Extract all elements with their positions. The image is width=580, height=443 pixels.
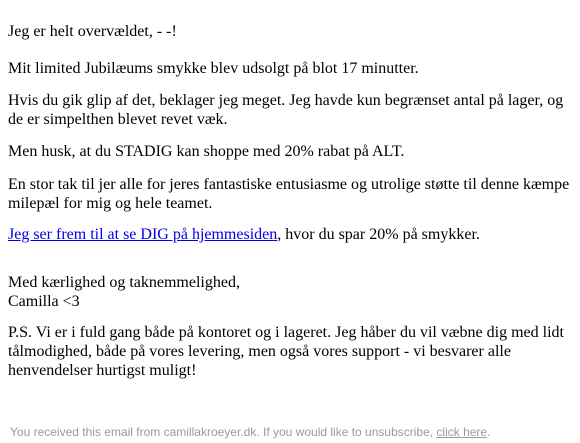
discount-reminder-text: Men husk, at du STADIG kan shoppe med 20% rabat på ALT.	[8, 143, 405, 160]
cta-paragraph	[8, 225, 573, 244]
sold-out-text: Mit limited Jubilæums smykke blev udsolgt på blot 17 minutter.	[8, 60, 419, 77]
signoff-block	[8, 273, 573, 311]
unsubscribe-link[interactable]: click here	[436, 425, 488, 439]
email-footer	[10, 424, 575, 440]
greeting-text: Jeg er helt overvældet, - -!	[8, 23, 177, 40]
apology-text: Hvis du gik glip af det, beklager jeg meget. Jeg havde kun begrænset antal på lager, og de er simpelthen blevet revet væk.	[8, 92, 564, 128]
signature-text: Camilla <3	[8, 293, 80, 310]
thanks-text: En stor tak til jer alle for jeres fantastiske entusiasme og utrolige støtte til denne kæmpe milepæl for mig og hele teamet.	[8, 176, 570, 212]
footer-text: You received this email from camillakroeyer.dk. If you would like to unsubscribe,	[10, 425, 437, 439]
footer-period: .	[487, 425, 491, 439]
signoff-text: Med kærlighed og taknemmelighed,	[8, 274, 240, 291]
cta-rest-text: , hvor du spar 20% på smykker.	[277, 226, 480, 243]
website-link[interactable]: Jeg ser frem til at se DIG på hjemmesiden	[8, 226, 278, 243]
ps-text: P.S. Vi er i fuld gang både på kontoret og i lageret. Jeg håber du vil væbne dig med lidt tålmodighed, både på vores levering, men også vores support - vi besvarer alle henvendelser hurtigst muligt!	[8, 324, 564, 379]
